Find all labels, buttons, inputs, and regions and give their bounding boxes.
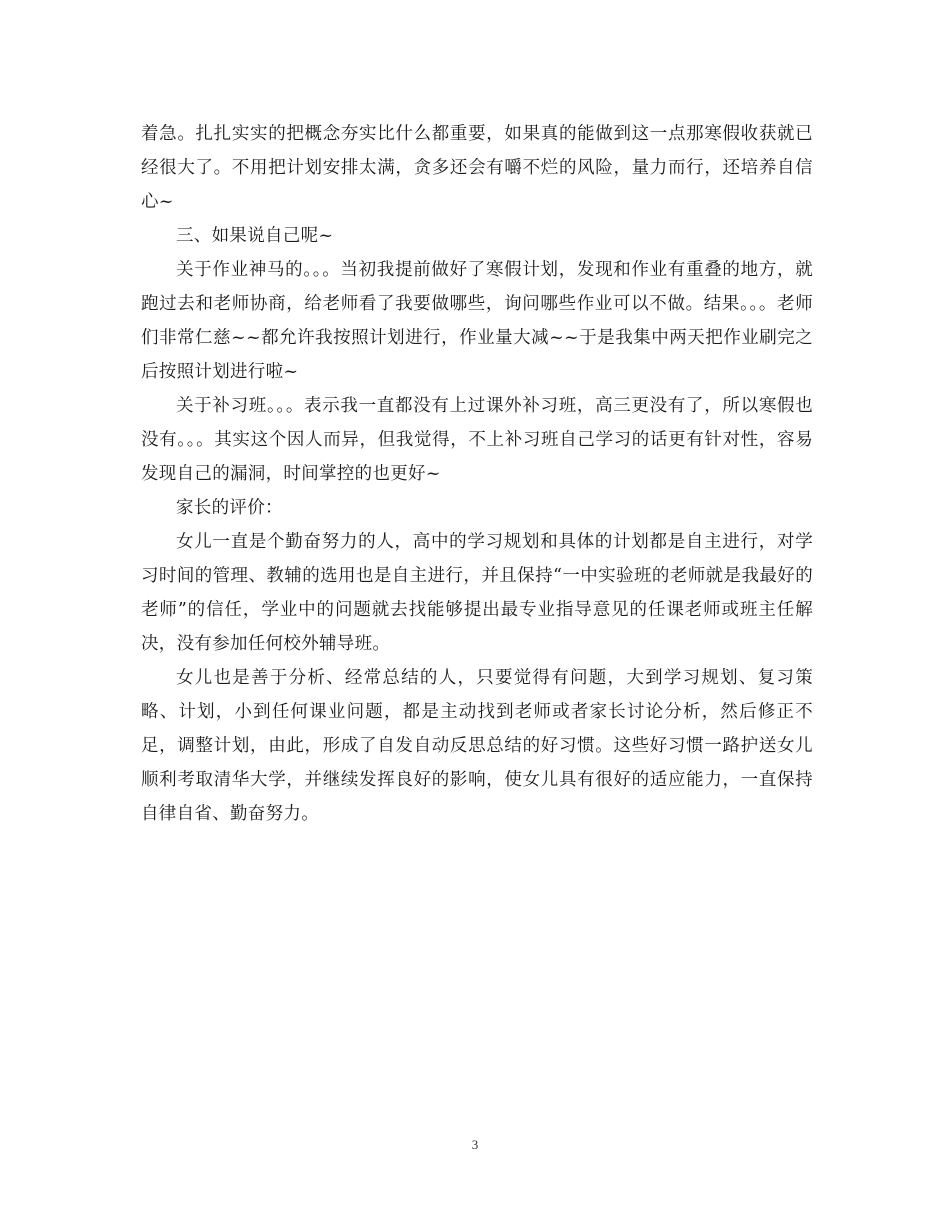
section-heading: 家长的评价： (176, 498, 283, 518)
paragraph: 着急。扎扎实实的把概念夯实比什么都重要，如果真的能做到这一点那寒假收获就已经很大了。不用把计划安排太满，贪多还会有嚼不烂的风险，量力而行，还培养自信心~ (141, 124, 813, 212)
paragraph: 女儿也是善于分析、经常总结的人，只要觉得有问题，大到学习规划、复习策略、计划，小到任何课业问题，都是主动找到老师或者家长讨论分析，然后修正不足，调整计划，由此，形成了自发自动反思总结的好习惯。这些好习惯一路护送女儿顺利考取清华大学，并继续发挥良好的影响，使女儿具有很好的适应能力，一直保持自律自省、勤奋努力。 (141, 668, 813, 824)
paragraph: 女儿一直是个勤奋努力的人，高中的学习规划和具体的计划都是自主进行，对学习时间的管理、教辅的选用也是自主进行，并且保持“一中实验班的老师就是我最好的老师”的信任，学业中的问题就去找能够提出最专业指导意见的任课老师或班主任解决，没有参加任何校外辅导班。 (141, 532, 813, 654)
section-heading: 三、如果说自己呢~ (176, 226, 334, 246)
paragraph: 关于补习班。。。表示我一直都没有上过课外补习班，高三更没有了，所以寒假也没有。。。其实这个因人而异，但我觉得，不上补习班自己学习的话更有针对性，容易发现自己的漏洞，时间掌控的也更好~ (141, 396, 813, 484)
page-number: 3 (471, 1137, 479, 1152)
paragraph: 关于作业神马的。。。当初我提前做好了寒假计划，发现和作业有重叠的地方，就跑过去和老师协商，给老师看了我要做哪些，询问哪些作业可以不做。结果。。。老师们非常仁慈~~都允许我按照计划进行，作业量大减~~于是我集中两天把作业刷完之后按照计划进行啦~ (141, 260, 813, 382)
document-body (141, 117, 813, 831)
